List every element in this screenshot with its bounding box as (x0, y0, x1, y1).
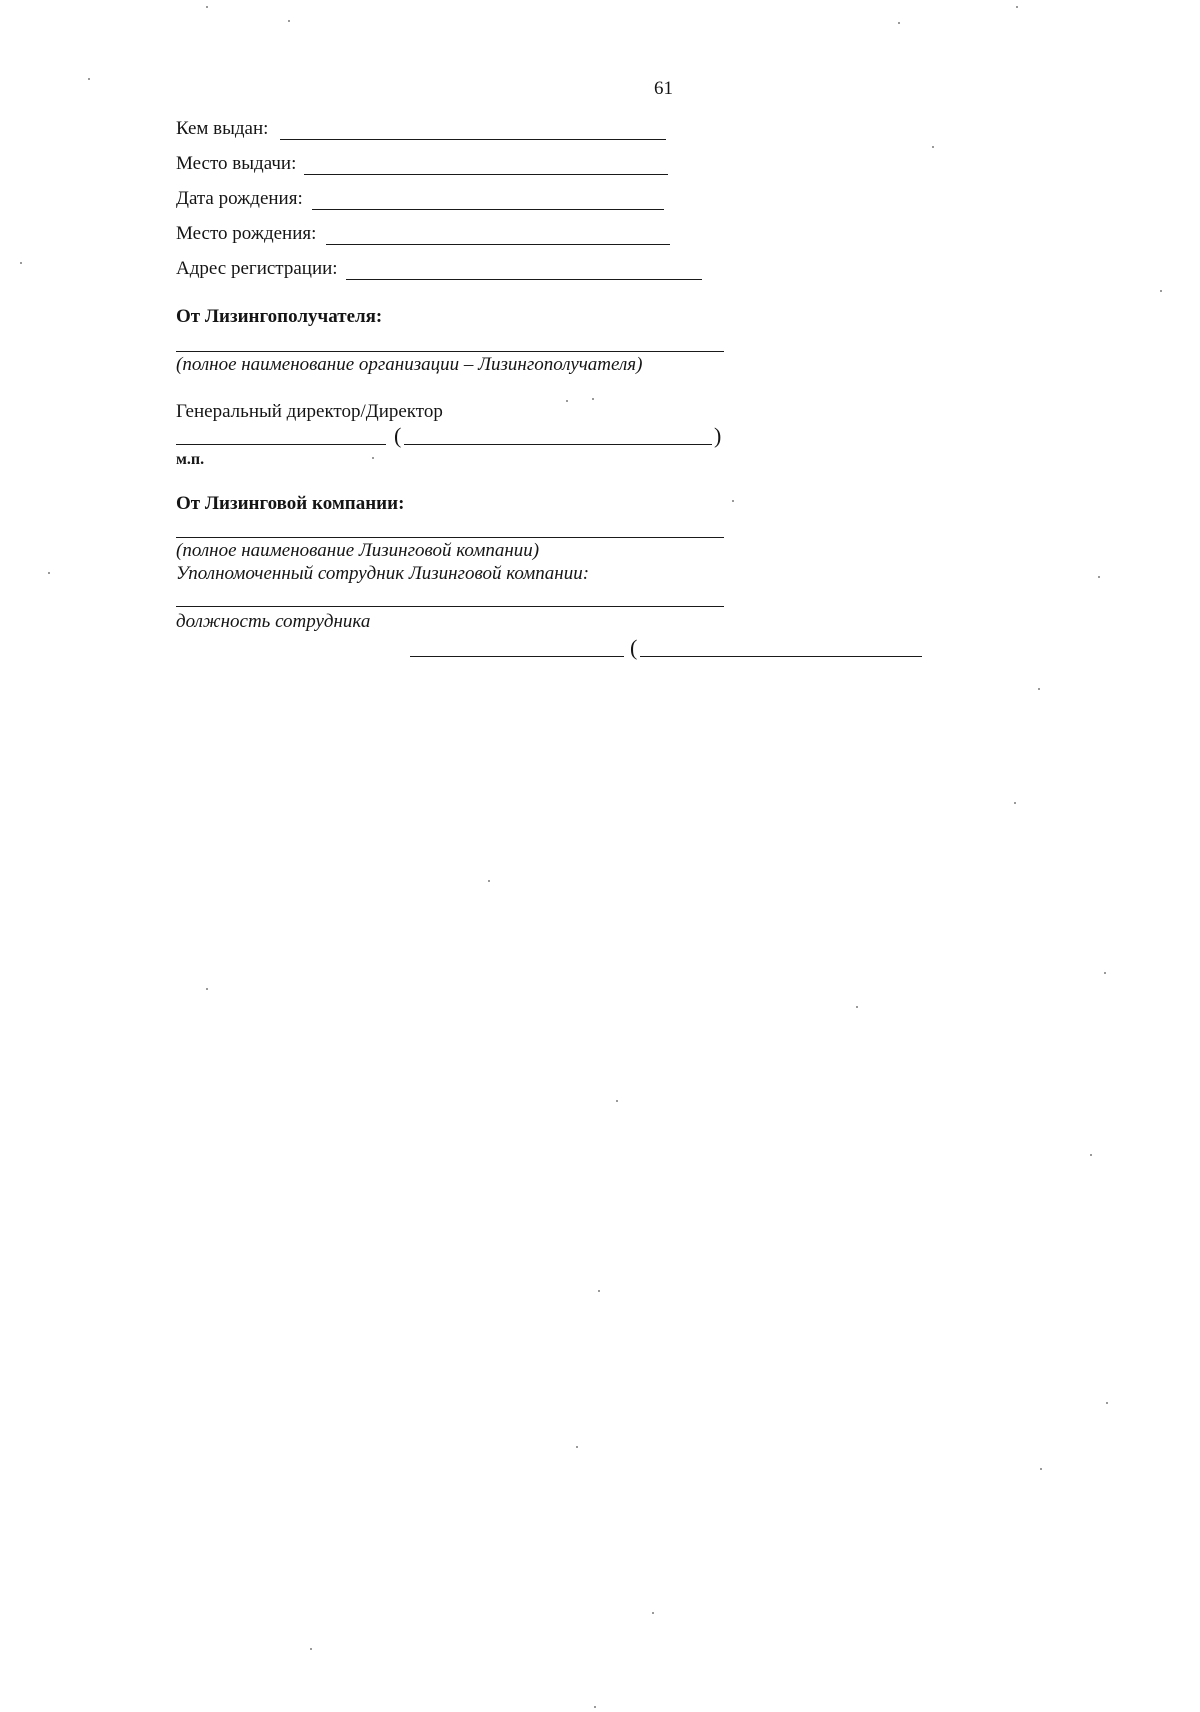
birth-date-field-line[interactable] (312, 209, 664, 210)
place-of-issue-label: Место выдачи: (176, 153, 297, 174)
scan-speck (616, 1100, 618, 1102)
scan-speck (652, 1612, 654, 1614)
place-of-issue-field-line[interactable] (304, 174, 668, 175)
scan-speck (856, 1006, 858, 1008)
scan-speck (898, 22, 900, 24)
lessee-open-paren: ( (394, 423, 402, 448)
issued-by-field-line[interactable] (280, 139, 666, 140)
scan-speck (1014, 802, 1016, 804)
scan-speck (48, 572, 50, 574)
scan-speck (1038, 688, 1040, 690)
scan-speck (310, 1648, 312, 1650)
lessor-name-caption: (полное наименование Лизинговой компании) (176, 540, 540, 561)
scan-speck (592, 398, 594, 400)
lessor-name-decoding-line[interactable] (640, 656, 922, 657)
scan-speck (566, 400, 568, 402)
scan-speck (576, 1446, 578, 1448)
scan-speck (598, 1290, 600, 1292)
scan-speck (20, 262, 22, 264)
scan-speck (1090, 1154, 1092, 1156)
authorized-employee-label: Уполномоченный сотрудник Лизинговой компании: (176, 563, 590, 584)
lessor-name-line[interactable] (176, 537, 724, 538)
lessee-signature-line[interactable] (176, 444, 386, 445)
scan-speck (372, 457, 374, 459)
signatory-title: Генеральный директор/Директор (176, 401, 443, 422)
lessor-signature-line[interactable] (410, 656, 624, 657)
scan-speck (88, 78, 90, 80)
issued-by-label: Кем выдан: (176, 118, 269, 139)
lessee-name-caption: (полное наименование организации – Лизингополучателя) (176, 354, 643, 375)
lessee-close-paren: ) (714, 423, 722, 448)
scan-speck (1106, 1402, 1108, 1404)
scan-speck (488, 880, 490, 882)
stamp-place-label: м.п. (176, 451, 205, 468)
lessee-heading: От Лизингополучателя: (176, 306, 383, 327)
employee-position-line[interactable] (176, 606, 724, 607)
page-number: 61 (654, 78, 673, 99)
registration-address-field-line[interactable] (346, 279, 702, 280)
lessor-heading: От Лизинговой компании: (176, 493, 405, 514)
employee-position-caption: должность сотрудника (176, 611, 371, 632)
scan-speck (1098, 576, 1100, 578)
scan-speck (288, 20, 290, 22)
birth-place-label: Место рождения: (176, 223, 317, 244)
lessor-open-paren: ( (630, 635, 638, 660)
scan-speck (206, 6, 208, 8)
scan-speck (1016, 6, 1018, 8)
scan-speck (1040, 1468, 1042, 1470)
birth-place-field-line[interactable] (326, 244, 670, 245)
registration-address-label: Адрес регистрации: (176, 258, 338, 279)
birth-date-label: Дата рождения: (176, 188, 303, 209)
lessee-name-line[interactable] (176, 351, 724, 352)
scan-speck (932, 146, 934, 148)
scan-speck (1160, 290, 1162, 292)
lessee-name-decoding-line[interactable] (404, 444, 712, 445)
scan-speck (732, 500, 734, 502)
scan-speck (1104, 972, 1106, 974)
scan-speck (594, 1706, 596, 1708)
scan-speck (206, 988, 208, 990)
